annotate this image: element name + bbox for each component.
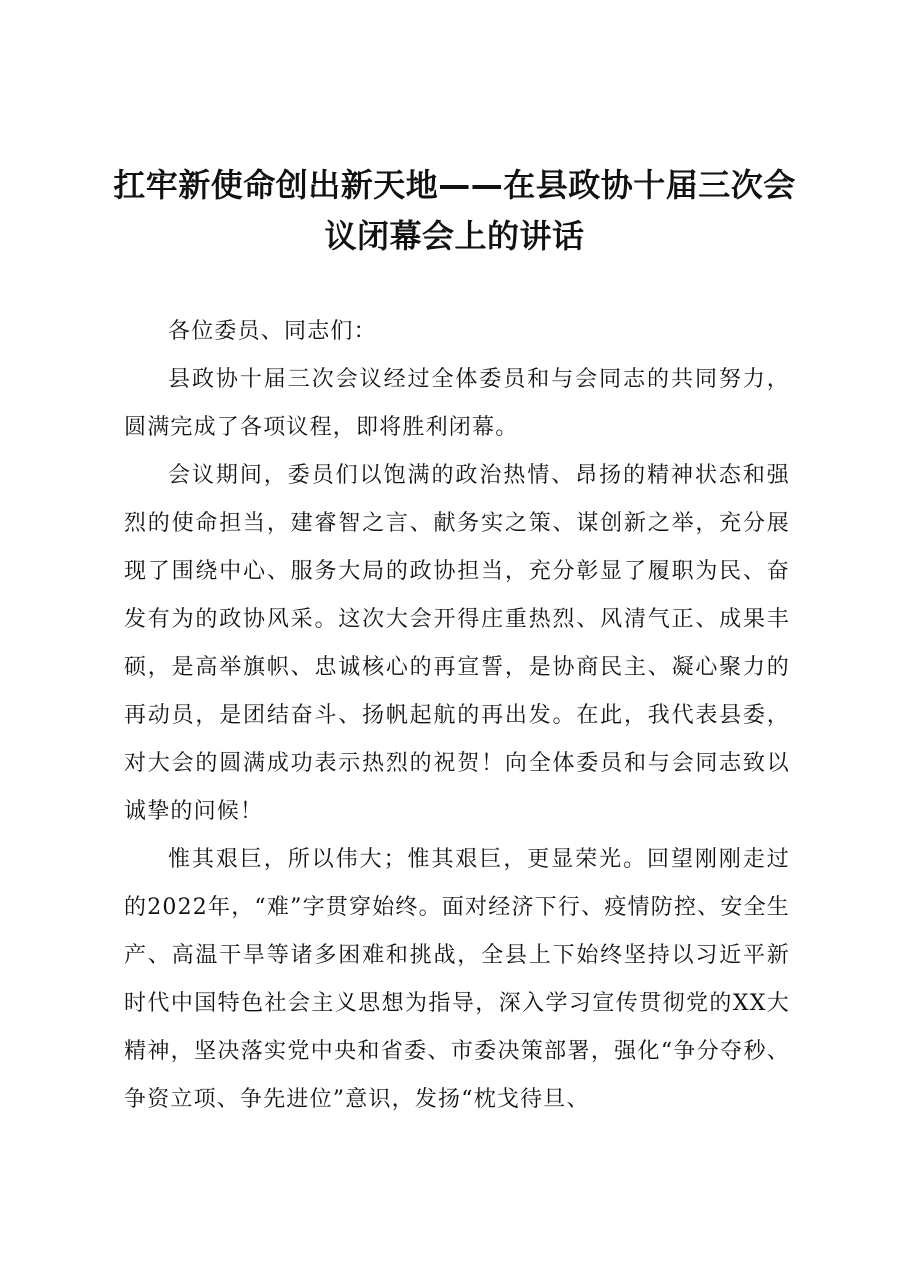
paragraph-1: 县政协十届三次会议经过全体委员和与会同志的共同努力，圆满完成了各项议程，即将胜利闭幕。 bbox=[124, 367, 790, 440]
document-body bbox=[124, 308, 790, 1124]
document-title: 扛牢新使命创出新天地——在县政协十届三次会议闭幕会上的讲话 bbox=[113, 166, 796, 255]
salutation: 各位委员、同志们： bbox=[168, 319, 377, 344]
paragraph-3: 惟其艰巨，所以伟大；惟其艰巨，更显荣光。回望刚刚走过的2022年，“难”字贯穿始终。面对经济下行、疫情防控、安全生产、高温干旱等诸多困难和挑战，全县上下始终坚持以习近平新时代中国特色社会主义思想为指导，深入学习宣传贯彻党的XX大精神，坚决落实党中央和省委、市委决策部署，强化“争分夺秒、争资立项、争先进位”意识，发扬“枕戈待旦、 bbox=[124, 847, 790, 1112]
paragraph-2: 会议期间，委员们以饱满的政治热情、昂扬的精神状态和强烈的使命担当，建睿智之言、献务实之策、谋创新之举，充分展现了围绕中心、服务大局的政协担当，充分彰显了履职为民、奋发有为的政协风采。这次大会开得庄重热烈、风清气正、成果丰硕，是高举旗帜、忠诚核心的再宣誓，是协商民主、凝心聚力的再动员，是团结奋斗、扬帆起航的再出发。在此，我代表县委，对大会的圆满成功表示热烈的祝贺！向全体委员和与会同志致以诚挚的问候！ bbox=[124, 463, 790, 824]
